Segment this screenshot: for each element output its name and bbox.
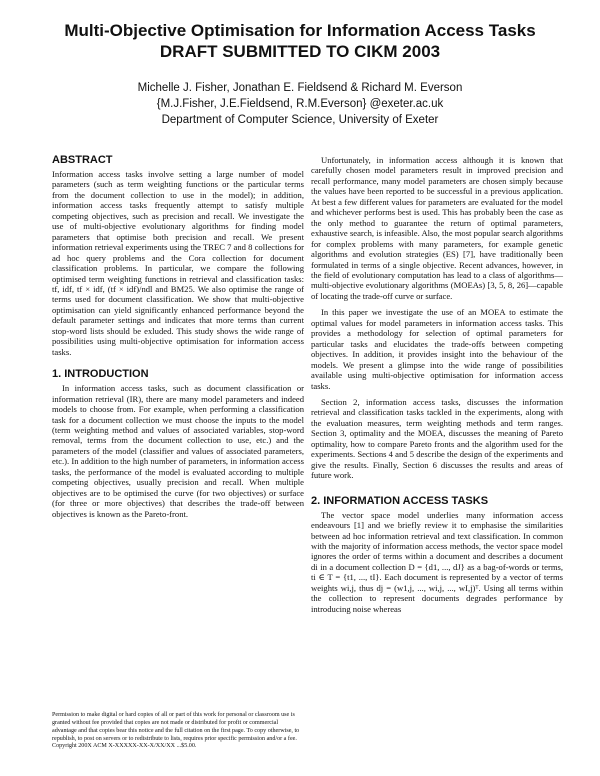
author-emails: {M.J.Fisher, J.E.Fieldsend, R.M.Everson} @exeter.ac.uk <box>156 98 444 110</box>
permission-notice <box>52 712 304 751</box>
body-paragraph: In this paper we investigate the use of an MOEA to estimate the optimal values for model parameters in information access tasks. This provides a methodology for selection of optimal parameters for particular tasks and elucidates the trade-offs between competing objectives. In addition, it provides insight into the behaviour of the models. We present a glimpse into the wide range of possibilities available using multi-objective optimisation for information access tasks. <box>311 307 563 391</box>
abstract-heading: ABSTRACT <box>52 154 113 166</box>
right-column <box>311 155 563 614</box>
body-paragraph: Unfortunately, in information access although it is known that carefully chosen model parameters result in improved precision and recall performance, many model parameters are chosen simply because the values have been reported to be successful in a previous application. At best a few different values for parameters are evaluated for the model and whichever performs best is used. This has probably been the case as the only method to guarantee the return of optimal parameters, exhaustive search, is infeasible. Also, the most popular search algorithms for complex problems with many parameters, for example genetic algorithms and evolution strategies (ES) [7], have traditionally been formulated in terms of a single objective. Recent advances, however, in the field of evolutionary computation has lead to a class of algorithms—multi-objective evolutionary algorithms (MOEAs) [3, 5, 8, 26]—capable of locating the trade-off curve or surface. <box>311 155 563 301</box>
paper-title: Multi-Objective Optimisation for Information Access Tasks <box>64 21 536 40</box>
section2-text: The vector space model underlies many information access endeavours [1] and we briefly review it to emphasise the similarities between ad hoc information retrieval and text classification. In common with the majority of information access methods, the vector space model ignores the order of terms within a document and describes a document di in a document collection D = {d1, ..., dJ} as a bag-of-words or terms, ti ∈ T = {t1, ..., tI}. Each document is represented by a vector of terms weights wi,j, thus dj = (w1,j, ..., wi,j, ..., wI,j)ᵀ. Using all terms within the collection to represent documents degrades performance by introducing noise whereas <box>311 509 563 614</box>
section2-heading: 2. INFORMATION ACCESS TASKS <box>311 494 489 507</box>
copyright-line: Copyright 200X ACM X-XXXXX-XX-X/XX/XX ...$5.00. <box>52 743 197 750</box>
left-column <box>52 153 304 519</box>
introduction-text: In information access tasks, such as document classification or information retrieval (IR), there are many model parameters and indeed models to choose from. For example, when performing a classification task for a document collection we must choose the inputs to the model (term weighting method and values of associated variables, stop-word removal, terms from the document collection to use, etc.) and the parameters of the model (classifier and values of associated parameters, etc.). In addition to the high number of parameters, in information access tasks, the performance of the model is evaluated according to multiple competing objectives, usually precision and recall. When multiple objectives are to be optimised the curve (for two objectives) or surface (for three or more objectives) that describes the trade-off between objectives is known as the Pareto-front. <box>52 383 304 519</box>
abstract-text: Information access tasks involve setting a large number of model parameters (such as term weighting functions or the particular terms from the document collection to use in the model); in addition, information access tasks frequently attempt to satisfy multiple competing objectives, such as precision and recall. We investigate the use of multi-objective evolutionary algorithms for finding model parameters that optimise both precision and recall. We present information retrieval experiments using the TREC 7 and 8 collections for ad hoc query problems and the Cora collection for document classification problems. In particular, we compare the following optimised term weighting functions in retrieval and classification tasks: tf, idf, tf × idf, (tf × idf)/ndl and BM25. We also optimise the range of terms used for document classification. We show that multi-objective optimisation can yield significantly enhanced performance beyond the default parameter settings and indicates that more terms than current stop-word lists should be exluded. This study shows the wide range of possibilities using multi-objective optimisation for information access tasks. <box>52 169 304 357</box>
paper-subtitle: DRAFT SUBMITTED TO CIKM 2003 <box>159 42 441 61</box>
author-names: Michelle J. Fisher, Jonathan E. Fieldsend & Richard M. Everson <box>137 82 463 94</box>
body-paragraph: Section 2, information access tasks, discusses the information retrieval and classification tasks tackled in the experiments, along with the evaluation measures, term weighting methods and term ranges. Section 3, optimality and the MOEA, discusses the meaning of Pareto optimality, how to compare Pareto fronts and the algorithm used for the experiments. Sections 4 and 5 describe the design of the experiments and give the results. Finally, Section 6 discusses the results and areas of future work. <box>311 396 563 481</box>
permission-text: Permission to make digital or hard copies of all or part of this work for personal or classroom use is granted without fee provided that copies are not made or distributed for profit or commercial advantage and that copies bear this notice and the full citation on the first page. To copy otherwise, to republish, to post on servers or to redistribute to lists, requires prior specific permission and/or a fee. <box>52 712 300 742</box>
introduction-heading: 1. INTRODUCTION <box>52 368 149 381</box>
author-affiliation: Department of Computer Science, University of Exeter <box>161 114 439 126</box>
